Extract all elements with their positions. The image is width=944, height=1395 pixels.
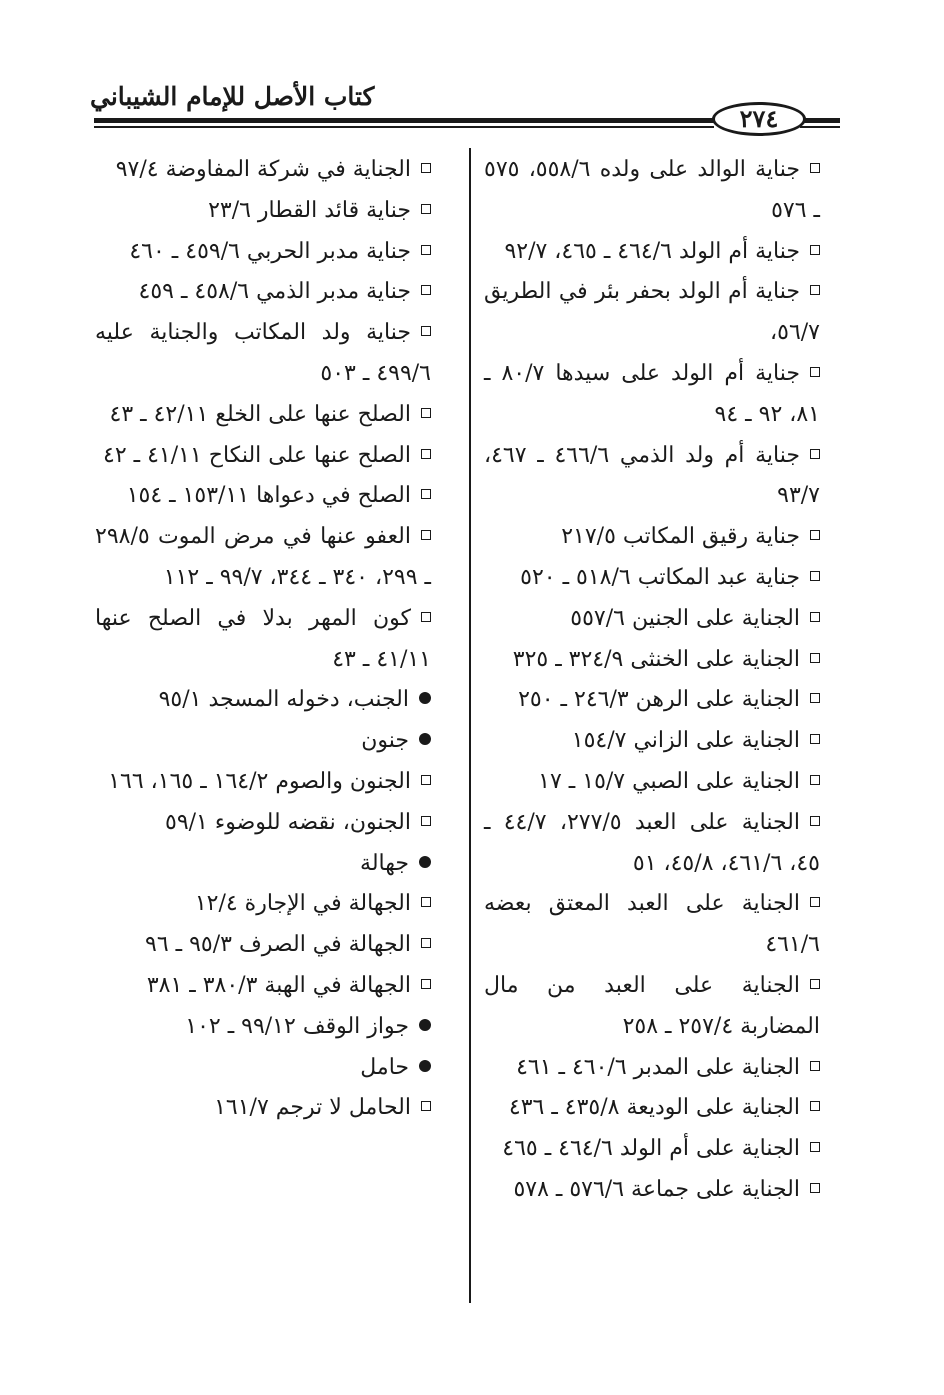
entry-text: الصلح في دعواها ١٥٣/١١ ـ ١٥٤ bbox=[126, 483, 411, 509]
entry-text: الجناية على الرهن ٢٤٦/٣ ـ ٢٥٠ bbox=[518, 687, 800, 713]
bullet-square-icon bbox=[421, 816, 431, 826]
entry-text: جناية أم ولد الذمي ٤٦٦/٦ ـ ٤٦٧، ٩٣/٧ bbox=[484, 442, 820, 509]
entry-text: الصلح عنها على الخلع ٤٢/١١ ـ ٤٣ bbox=[109, 401, 411, 427]
index-entry bbox=[484, 1088, 820, 1129]
entry-text: جناية أم الولد على سيدها ٨٠/٧ ـ ٨١، ٩٢ ـ ٩٤ bbox=[484, 360, 820, 427]
entry-text: الجناية على العبد من مال المضاربة ٢٥٧/٤ ـ ٢٥٨ bbox=[484, 972, 820, 1039]
index-entry bbox=[484, 1170, 820, 1211]
entry-text: الجنب، دخوله المسجد ٩٥/١ bbox=[158, 687, 409, 713]
index-entry bbox=[95, 803, 431, 844]
index-entry bbox=[95, 395, 431, 436]
index-entry bbox=[484, 762, 820, 803]
entry-text: كون المهر بدلا في الصلح عنها ٤١/١١ ـ ٤٣ bbox=[95, 605, 431, 672]
entry-text: الجناية على الوديعة ٤٣٥/٨ ـ ٤٣٦ bbox=[508, 1095, 800, 1121]
bullet-square-icon bbox=[810, 775, 820, 785]
index-entry bbox=[484, 680, 820, 721]
column-divider bbox=[469, 148, 471, 1303]
header-rule-thin bbox=[94, 126, 714, 128]
index-heading bbox=[95, 1048, 431, 1089]
bullet-square-icon bbox=[810, 1061, 820, 1071]
entry-text: الجناية في شركة المفاوضة ٩٧/٤ bbox=[115, 157, 411, 182]
bullet-square-icon bbox=[810, 693, 820, 703]
entry-text: حامل bbox=[360, 1054, 409, 1080]
entry-text: الجناية على العبد ٢٧٧/٥، ٤٤/٧ ـ ٤٥، ٤٦١/٦، ٤٥/٨، ٥١ bbox=[484, 809, 820, 876]
entry-text: الجناية على المدبر ٤٦٠/٦ ـ ٤٦١ bbox=[516, 1054, 800, 1080]
page-number: ٢٧٤ bbox=[712, 102, 806, 136]
entry-text: الجناية على العبد المعتق بعضه ٤٦١/٦ bbox=[484, 891, 820, 958]
bullet-square-icon bbox=[421, 897, 431, 907]
index-entry bbox=[484, 721, 820, 762]
bullet-square-icon bbox=[421, 612, 431, 622]
bullet-square-icon bbox=[421, 163, 431, 173]
bullet-square-icon bbox=[810, 163, 820, 173]
index-entry bbox=[484, 272, 820, 354]
index-heading bbox=[95, 680, 431, 721]
right-column bbox=[484, 150, 820, 1211]
bullet-dot-icon bbox=[419, 1019, 431, 1031]
bullet-square-icon bbox=[421, 979, 431, 989]
bullet-square-icon bbox=[421, 204, 431, 214]
entry-text: الجناية على الخنثى ٣٢٤/٩ ـ ٣٢٥ bbox=[512, 646, 800, 672]
index-entry bbox=[95, 476, 431, 517]
index-entry bbox=[95, 884, 431, 925]
bullet-square-icon bbox=[421, 245, 431, 255]
entry-text: جناية الوالد على ولده ٥٥٨/٦، ٥٧٥ ـ ٥٧٦ bbox=[484, 157, 820, 223]
index-heading bbox=[95, 1007, 431, 1048]
bullet-square-icon bbox=[421, 326, 431, 336]
bullet-dot-icon bbox=[419, 1060, 431, 1072]
entry-text: جناية مدبر الحربي ٤٥٩/٦ ـ ٤٦٠ bbox=[129, 238, 411, 264]
index-entry bbox=[484, 517, 820, 558]
entry-text: الجناية على جماعة ٥٧٦/٦ ـ ٥٧٨ bbox=[513, 1176, 800, 1202]
entry-text: الجنون، نقضه للوضوء ٥٩/١ bbox=[165, 809, 411, 835]
bullet-square-icon bbox=[421, 408, 431, 418]
bullet-square-icon bbox=[810, 734, 820, 744]
bullet-square-icon bbox=[421, 1101, 431, 1111]
bullet-square-icon bbox=[810, 1101, 820, 1111]
entry-text: جناية أم الولد ٤٦٤/٦ ـ ٤٦٥، ٩٢/٧ bbox=[504, 238, 800, 264]
bullet-square-icon bbox=[810, 612, 820, 622]
entry-text: جهالة bbox=[360, 850, 409, 876]
entry-text: الصلح عنها على النكاح ٤١/١١ ـ ٤٢ bbox=[103, 442, 411, 468]
index-entry bbox=[484, 640, 820, 681]
bullet-square-icon bbox=[810, 1183, 820, 1193]
entry-text: جناية مدبر الذمي ٤٥٨/٦ ـ ٤٥٩ bbox=[138, 279, 411, 305]
index-heading bbox=[95, 721, 431, 762]
entry-text: جناية أم الولد بحفر بئر في الطريق ٥٦/٧، bbox=[484, 279, 820, 346]
bullet-square-icon bbox=[810, 530, 820, 540]
index-entry bbox=[95, 517, 431, 599]
bullet-dot-icon bbox=[419, 733, 431, 745]
bullet-dot-icon bbox=[419, 856, 431, 868]
bullet-square-icon bbox=[421, 775, 431, 785]
index-entry bbox=[95, 966, 431, 1007]
index-entry bbox=[484, 1048, 820, 1089]
header-rule-thick bbox=[94, 118, 714, 123]
bullet-dot-icon bbox=[419, 692, 431, 704]
entry-text: الجناية على الصبي ١٥/٧ ـ ١٧ bbox=[538, 768, 800, 794]
index-entry bbox=[95, 1088, 431, 1129]
entry-text: الجهالة في الإجارة ١٢/٤ bbox=[194, 891, 411, 917]
bullet-square-icon bbox=[810, 367, 820, 377]
entry-text: الجناية على أم الولد ٤٦٤/٦ ـ ٤٦٥ bbox=[502, 1136, 800, 1162]
index-entry bbox=[484, 436, 820, 518]
index-entry bbox=[484, 232, 820, 273]
index-entry bbox=[95, 191, 431, 232]
bullet-square-icon bbox=[421, 285, 431, 295]
index-heading bbox=[95, 844, 431, 885]
entry-text: الجناية على الزاني ١٥٤/٧ bbox=[571, 728, 800, 754]
bullet-square-icon bbox=[810, 979, 820, 989]
entry-text: جواز الوقف ٩٩/١٢ ـ ١٠٢ bbox=[185, 1013, 409, 1039]
bullet-square-icon bbox=[421, 938, 431, 948]
index-entry bbox=[95, 272, 431, 313]
entry-text: جناية قائد القطار ٢٣/٦ bbox=[208, 197, 411, 223]
bullet-square-icon bbox=[810, 816, 820, 826]
index-entry bbox=[95, 762, 431, 803]
index-entry bbox=[95, 599, 431, 681]
index-entry bbox=[484, 966, 820, 1048]
index-entry bbox=[484, 354, 820, 436]
left-column bbox=[95, 150, 431, 1129]
index-entry bbox=[484, 558, 820, 599]
entry-text: جنون bbox=[361, 728, 409, 754]
header-rule-right-thin bbox=[800, 126, 840, 128]
bullet-square-icon bbox=[810, 449, 820, 459]
index-entry bbox=[95, 150, 431, 191]
entry-text: الحامل لا ترجم ١٦١/٧ bbox=[214, 1095, 411, 1121]
index-entry bbox=[95, 232, 431, 273]
bullet-square-icon bbox=[421, 530, 431, 540]
index-entry bbox=[484, 1129, 820, 1170]
bullet-square-icon bbox=[810, 1142, 820, 1152]
entry-text: جناية عبد المكاتب ٥١٨/٦ ـ ٥٢٠ bbox=[520, 564, 800, 590]
bullet-square-icon bbox=[810, 653, 820, 663]
index-entry bbox=[95, 925, 431, 966]
bullet-square-icon bbox=[810, 571, 820, 581]
entry-text: الجناية على الجنين ٥٥٧/٦ bbox=[570, 605, 800, 631]
bullet-square-icon bbox=[810, 897, 820, 907]
index-entry bbox=[484, 599, 820, 640]
header-rule-right-thick bbox=[800, 118, 840, 123]
bullet-square-icon bbox=[810, 245, 820, 255]
entry-text: جناية رقيق المكاتب ٢١٧/٥ bbox=[561, 524, 800, 550]
index-entry bbox=[484, 150, 820, 232]
index-entry bbox=[484, 884, 820, 966]
bullet-square-icon bbox=[421, 449, 431, 459]
entry-text: الجنون والصوم ١٦٤/٢ ـ ١٦٥، ١٦٦ bbox=[108, 768, 411, 794]
entry-text: الجهالة في الهبة ٣٨٠/٣ ـ ٣٨١ bbox=[146, 972, 411, 998]
entry-text: العفو عنها في مرض الموت ٢٩٨/٥ ـ ٢٩٩، ٣٤٠ ـ ٣٤٤، ٩٩/٧ ـ ١١٢ bbox=[95, 524, 431, 590]
entry-text: جناية ولد المكاتب والجناية عليه ٤٩٩/٦ ـ ٥٠٣ bbox=[95, 320, 431, 386]
index-entry bbox=[484, 803, 820, 885]
bullet-square-icon bbox=[810, 285, 820, 295]
index-entry bbox=[95, 436, 431, 477]
book-title: كتاب الأصل للإمام الشيباني bbox=[90, 82, 375, 111]
entry-text: الجهالة في الصرف ٩٥/٣ ـ ٩٦ bbox=[145, 932, 411, 958]
index-entry bbox=[95, 313, 431, 395]
bullet-square-icon bbox=[421, 489, 431, 499]
